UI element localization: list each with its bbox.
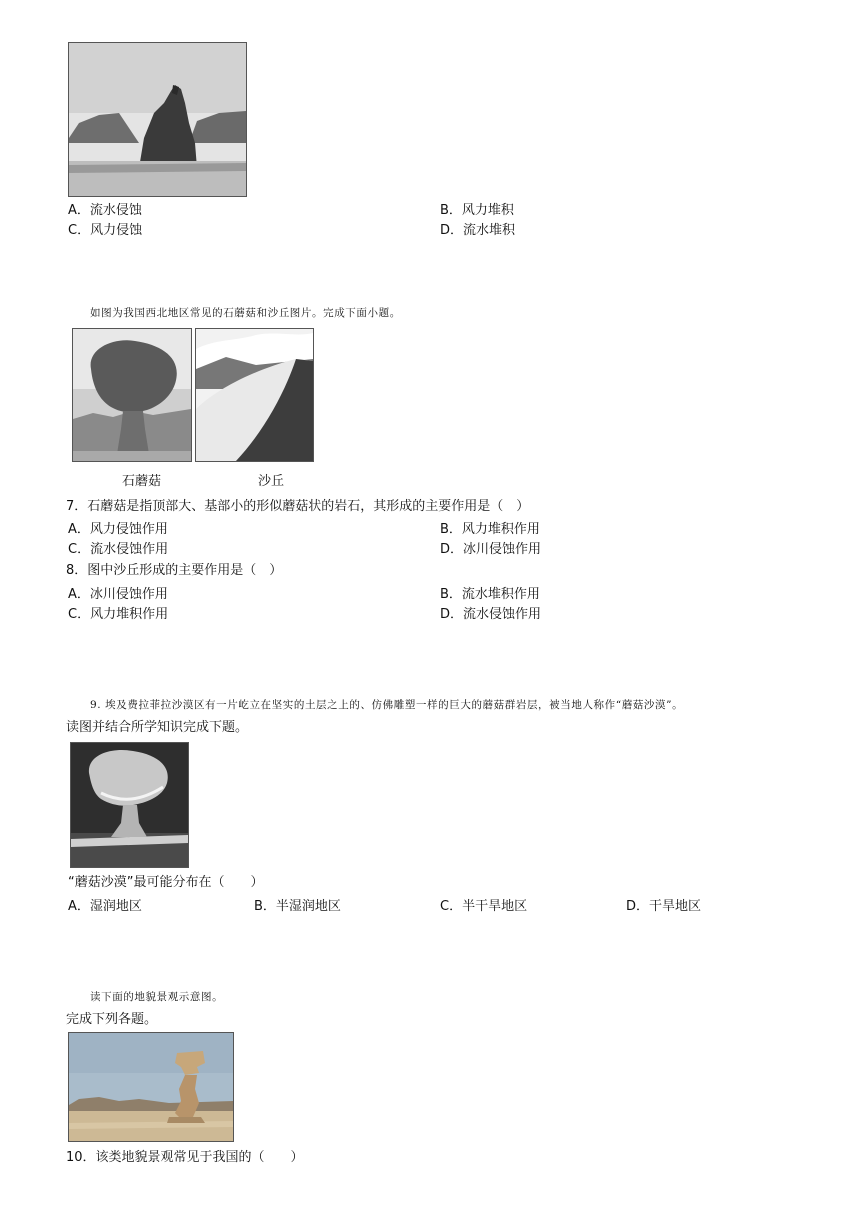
option-letter: B． — [440, 587, 462, 602]
option-letter: C． — [68, 223, 91, 238]
option-letter: C． — [68, 542, 91, 557]
sand-dune-photo — [195, 328, 314, 462]
option-text: 半湿润地区 — [275, 899, 341, 914]
option-letter: A． — [68, 587, 90, 602]
prev-option-d[interactable] — [440, 222, 515, 240]
option-text: 流水侵蚀 — [89, 203, 142, 218]
prev-option-a[interactable] — [68, 202, 142, 220]
option-text: 流水侵蚀作用 — [90, 542, 169, 557]
landform-photo — [68, 1032, 234, 1142]
q9-intro: 9. 埃及费拉菲拉沙漠区有一片屹立在坚实的土层之上的、仿佛雕塑一样的巨大的蘑菇群岩层，被当地人称作“蘑菇沙漠”。 — [90, 699, 684, 711]
option-text: 流水堆积 — [463, 223, 516, 238]
prev-option-c[interactable] — [68, 222, 142, 240]
q8-option-c[interactable] — [68, 606, 168, 624]
q10-stem: 10．该类地貌景观常见于我国的（ ） — [66, 1150, 304, 1165]
q9-stem: “蘑菇沙漠”最可能分布在（ ） — [68, 875, 264, 890]
q9-option-d[interactable] — [626, 898, 701, 916]
option-letter: C． — [68, 607, 91, 622]
option-letter: B． — [254, 899, 276, 914]
option-letter: B． — [440, 522, 462, 537]
option-letter: D． — [440, 223, 464, 238]
q8-option-b[interactable] — [440, 586, 540, 604]
q7-option-c[interactable] — [68, 541, 168, 559]
prev-option-b[interactable] — [440, 202, 514, 220]
q10-instruction: 完成下列各题。 — [66, 1012, 158, 1027]
q9-option-b[interactable] — [254, 898, 341, 916]
q8-option-d[interactable] — [440, 606, 541, 624]
mushroom-rock-photo — [72, 328, 192, 462]
q9-instruction: 读图并结合所学知识完成下题。 — [66, 720, 249, 735]
option-text: 半干旱地区 — [462, 899, 528, 914]
option-letter: D． — [440, 542, 464, 557]
option-text: 冰川侵蚀作用 — [89, 587, 168, 602]
option-text: 冰川侵蚀作用 — [463, 542, 542, 557]
q7-option-d[interactable] — [440, 541, 541, 559]
q8-stem: 8．图中沙丘形成的主要作用是（ ） — [66, 563, 283, 578]
option-letter: A． — [68, 203, 90, 218]
caption-sand-dune: 沙丘 — [258, 474, 285, 489]
option-text: 流水堆积作用 — [461, 587, 540, 602]
q7-option-a[interactable] — [68, 521, 168, 539]
option-letter: A． — [68, 899, 90, 914]
option-text: 湿润地区 — [89, 899, 142, 914]
option-letter: D． — [440, 607, 464, 622]
option-text: 干旱地区 — [649, 899, 702, 914]
option-letter: D． — [626, 899, 650, 914]
option-text: 风力侵蚀 — [90, 223, 143, 238]
option-letter: B． — [440, 203, 462, 218]
option-text: 风力堆积作用 — [90, 607, 169, 622]
q9-option-c[interactable] — [440, 898, 527, 916]
option-text: 风力堆积 — [461, 203, 514, 218]
q9-option-a[interactable] — [68, 898, 142, 916]
mushroom-desert-photo — [70, 742, 189, 868]
caption-mushroom-rock: 石蘑菇 — [122, 474, 162, 489]
option-text: 风力侵蚀作用 — [89, 522, 168, 537]
q7-stem: 7．石蘑菇是指顶部大、基部小的形似蘑菇状的岩石，其形成的主要作用是（ ） — [66, 499, 530, 514]
q10-intro: 读下面的地貌景观示意图。 — [90, 991, 224, 1003]
q7-option-b[interactable] — [440, 521, 540, 539]
q8-option-a[interactable] — [68, 586, 168, 604]
option-text: 风力堆积作用 — [461, 522, 540, 537]
group2-intro: 如图为我国西北地区常见的石蘑菇和沙丘图片。完成下面小题。 — [90, 307, 401, 319]
option-letter: C． — [440, 899, 463, 914]
option-text: 流水侵蚀作用 — [463, 607, 542, 622]
yardang-photo — [68, 42, 247, 197]
option-letter: A． — [68, 522, 90, 537]
